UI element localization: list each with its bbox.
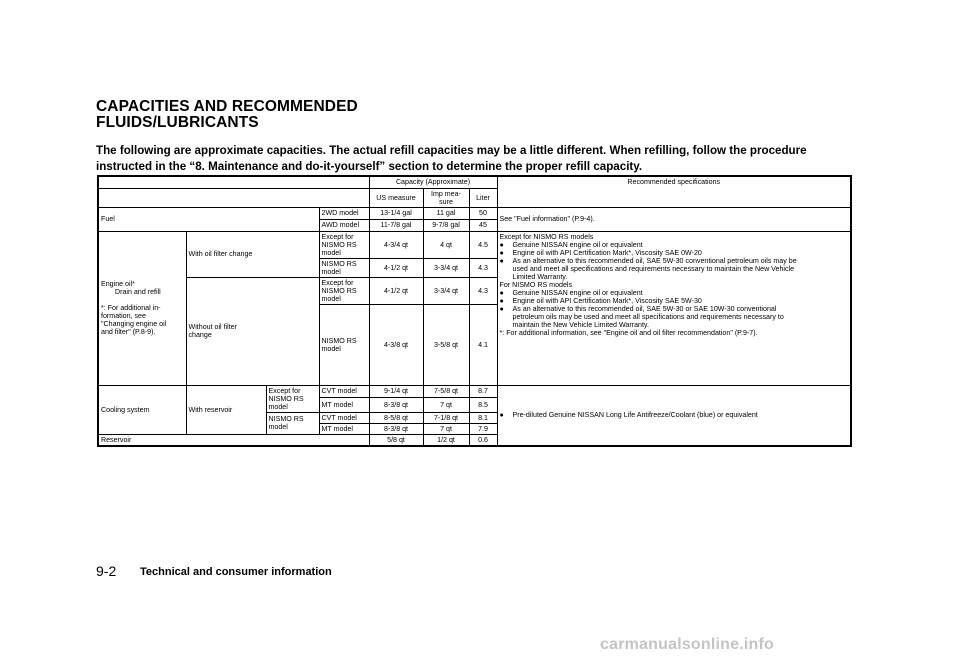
intro-paragraph — [96, 143, 860, 175]
oil-model: Except for NISMO RS model — [319, 231, 369, 258]
cooling-nismo-line-2: model — [268, 423, 288, 431]
bullet-icon: ● — [499, 240, 504, 249]
fuel-us: 11-7/8 gal — [369, 219, 423, 231]
oil-us: 4-3/8 qt — [369, 304, 423, 385]
oil-model: NISMO RS model — [319, 258, 369, 277]
fuel-imp: 9-7/8 gal — [423, 219, 469, 231]
oil-spec-continuation: maintain the New Vehicle Limited Warranty. — [512, 320, 649, 329]
table-row — [98, 231, 851, 258]
engine-oil-note-3: "Changing engine oil — [101, 320, 167, 328]
oil-spec-text: Genuine NISSAN engine oil or equivalent — [512, 240, 643, 249]
cooling-liter: 7.9 — [469, 423, 497, 434]
cooling-liter: 8.1 — [469, 412, 497, 423]
section-heading — [96, 99, 358, 131]
engine-oil-note-4: and filter" (P.8-9). — [101, 328, 156, 336]
header-imp-line-1: Imp mea- — [431, 189, 461, 198]
oil-with-filter: With oil filter change — [186, 231, 319, 277]
bullet-icon: ● — [499, 411, 504, 419]
header-imp-measure — [423, 188, 469, 207]
page-number: 9-2 — [96, 563, 117, 579]
fuel-model: 2WD model — [319, 207, 369, 219]
cooling-reservoir-label: Reservoir — [98, 434, 369, 446]
cooling-us: 8-3/8 qt — [369, 423, 423, 434]
cooling-spec-text: Pre-diluted Genuine NISSAN Long Life Antifreeze/Coolant (blue) or equivalent — [512, 411, 758, 419]
oil-without-filter — [186, 277, 319, 385]
cooling-nismo — [266, 412, 319, 434]
header-row-capacity — [98, 176, 851, 188]
section-heading-line-2: FLUIDS/LUBRICANTS — [96, 114, 259, 131]
watermark: carmanualsonline.info — [600, 636, 775, 653]
fuel-liter: 50 — [469, 207, 497, 219]
oil-liter: 4.1 — [469, 304, 497, 385]
footer-section-title: Technical and consumer information — [140, 566, 332, 578]
oil-spec-bullet — [500, 241, 849, 249]
cooling-nismo-line-1: NISMO RS — [268, 415, 304, 423]
fuel-spec: See "Fuel information" (P.9-4). — [497, 207, 851, 231]
oil-spec-bullet — [500, 305, 849, 313]
oil-spec-continuation: Limited Warranty. — [512, 272, 568, 281]
engine-oil-spec — [497, 231, 851, 385]
cooling-label: Cooling system — [98, 385, 186, 434]
cooling-with-reservoir: With reservoir — [186, 385, 266, 434]
cooling-trans: MT model — [319, 397, 369, 412]
oil-spec-text: As an alternative to this recommended oil, SAE 5W-30 conventional petroleum oils may be — [512, 256, 797, 265]
engine-oil-note-1: *: For additional in- — [101, 304, 161, 312]
header-us-measure: US measure — [369, 188, 423, 207]
oil-spec-text: Engine oil with API Certification Mark*, Viscosity SAE 5W-30 — [512, 296, 702, 305]
oil-without-filter-line-2: change — [188, 331, 212, 339]
oil-imp: 3-3/4 qt — [423, 258, 469, 277]
cooling-except-line-2: NISMO RS — [268, 394, 304, 403]
cooling-us: 8-5/8 qt — [369, 412, 423, 423]
cooling-liter: 8.5 — [469, 397, 497, 412]
fuel-us: 13-1/4 gal — [369, 207, 423, 219]
header-capacity: Capacity (Approximate) — [369, 176, 497, 188]
header-blank — [98, 176, 369, 188]
oil-spec-footnote: *: For additional information, see "Engine oil and oil filter recommendation" (P.9-7). — [499, 328, 758, 337]
oil-without-filter-line-1: Without oil filter — [188, 323, 237, 331]
engine-oil-note-2: formation, see — [101, 312, 146, 320]
oil-spec-bullet — [500, 257, 849, 265]
oil-imp: 3-3/4 qt — [423, 277, 469, 304]
bullet-icon: ● — [499, 288, 504, 297]
table-row — [98, 385, 851, 397]
fuel-imp: 11 gal — [423, 207, 469, 219]
header-liter: Liter — [469, 188, 497, 207]
cooling-imp: 7 qt — [423, 397, 469, 412]
oil-imp: 3-5/8 qt — [423, 304, 469, 385]
oil-spec-bullet — [500, 249, 849, 257]
table-row — [98, 207, 851, 219]
intro-line-2: instructed in the “8. Maintenance and do-it-yourself” section to determine the proper refill capacity. — [96, 160, 643, 173]
cooling-reservoir-liter: 0.6 — [469, 434, 497, 446]
cooling-reservoir-us: 5/8 qt — [369, 434, 423, 446]
cooling-spec-bullet — [500, 411, 849, 419]
cooling-us: 9-1/4 qt — [369, 385, 423, 397]
bullet-icon: ● — [499, 256, 504, 265]
oil-spec-continuation: used and meet all specifications and requirements necessary to maintain the New Vehicle — [512, 264, 795, 273]
engine-oil-subtitle: Drain and refill — [115, 288, 161, 296]
oil-us: 4-1/2 qt — [369, 258, 423, 277]
bullet-icon: ● — [499, 304, 504, 313]
cooling-trans: CVT model — [319, 412, 369, 423]
cooling-reservoir-imp: 1/2 qt — [423, 434, 469, 446]
cooling-spec — [497, 385, 851, 446]
engine-oil-label — [98, 231, 186, 385]
cooling-imp: 7-5/8 qt — [423, 385, 469, 397]
oil-spec-bullet — [500, 289, 849, 297]
oil-model: NISMO RS model — [319, 304, 369, 385]
cooling-except-nismo — [266, 385, 319, 412]
oil-spec-text: Genuine NISSAN engine oil or equivalent — [512, 288, 643, 297]
capacities-table — [97, 175, 852, 447]
header-blank-2 — [98, 188, 369, 207]
cooling-us: 8-3/8 qt — [369, 397, 423, 412]
oil-imp: 4 qt — [423, 231, 469, 258]
oil-spec-nismo-header: For NISMO RS models — [499, 280, 573, 289]
oil-us: 4-1/2 qt — [369, 277, 423, 304]
cooling-except-line-3: model — [268, 402, 288, 411]
fuel-liter: 45 — [469, 219, 497, 231]
section-heading-line-1: CAPACITIES AND RECOMMENDED — [96, 98, 358, 115]
bullet-icon: ● — [499, 248, 504, 257]
oil-spec-text: As an alternative to this recommended oil, SAE 5W-30 or SAE 10W-30 conventional — [512, 304, 777, 313]
header-recommended: Recommended specifications — [497, 176, 851, 207]
fuel-model: AWD model — [319, 219, 369, 231]
intro-line-1: The following are approximate capacities. The actual refill capacities may be a little different. When refilling, follow the procedure — [96, 144, 807, 157]
cooling-liter: 8.7 — [469, 385, 497, 397]
cooling-imp: 7-1/8 qt — [423, 412, 469, 423]
oil-liter: 4.3 — [469, 277, 497, 304]
header-imp-line-2: sure — [439, 197, 453, 206]
oil-liter: 4.3 — [469, 258, 497, 277]
oil-spec-continuation: petroleum oils may be used and meet all specifications and requirements necessary to — [512, 312, 784, 321]
cooling-trans: CVT model — [319, 385, 369, 397]
oil-spec-bullet — [500, 297, 849, 305]
oil-model: Except for NISMO RS model — [319, 277, 369, 304]
fuel-label: Fuel — [98, 207, 319, 231]
cooling-except-line-1: Except for — [268, 386, 301, 395]
oil-spec-except-header: Except for NISMO RS models — [499, 232, 594, 241]
oil-spec-text: Engine oil with API Certification Mark*, Viscosity SAE 0W-20 — [512, 248, 702, 257]
bullet-icon: ● — [499, 296, 504, 305]
oil-liter: 4.5 — [469, 231, 497, 258]
engine-oil-title: Engine oil* — [101, 280, 135, 288]
oil-us: 4-3/4 qt — [369, 231, 423, 258]
cooling-trans: MT model — [319, 423, 369, 434]
cooling-imp: 7 qt — [423, 423, 469, 434]
